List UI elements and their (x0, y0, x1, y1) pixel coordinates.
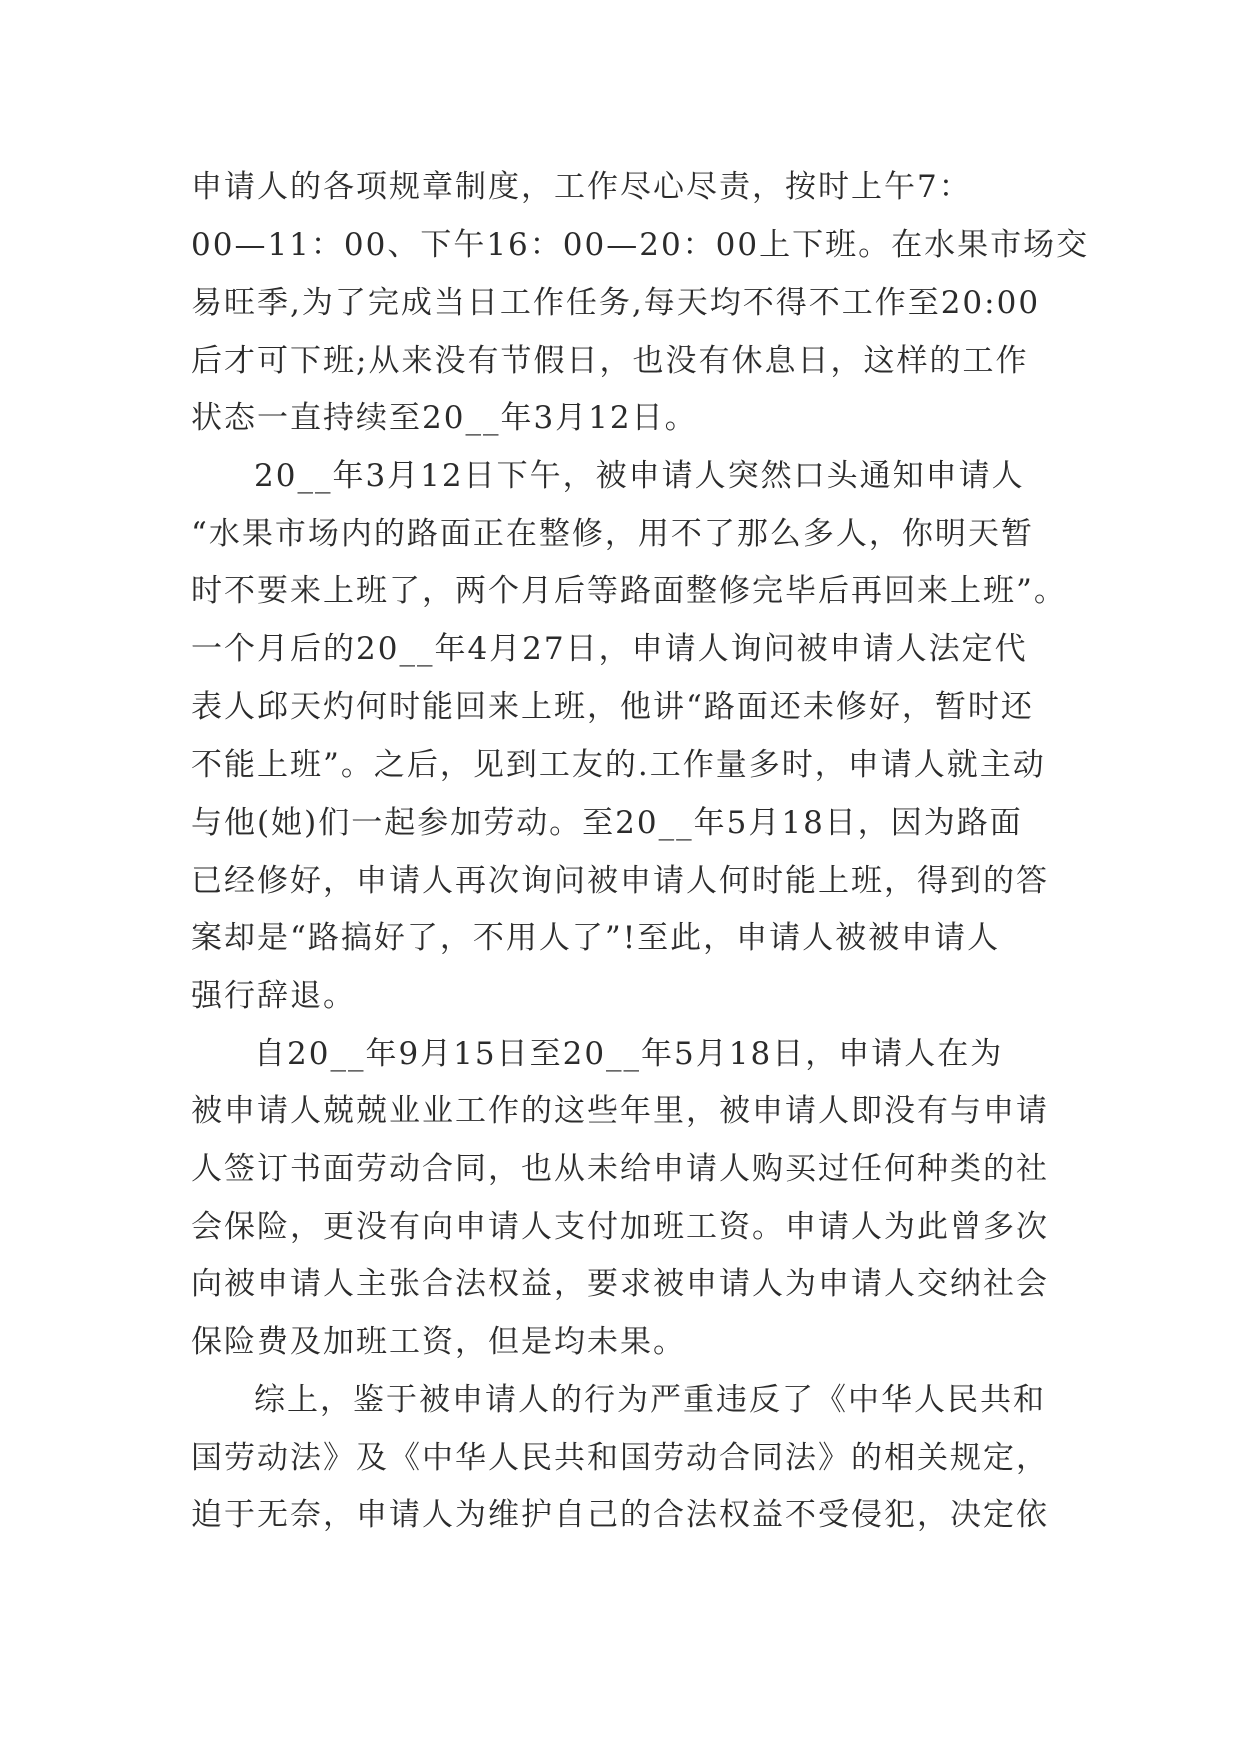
text-line: 已经修好，申请人再次询问被申请人何时能上班，得到的答 (191, 863, 1049, 899)
text-line: 国劳动法》及《中华人民共和国劳动合同法》的相关规定， (191, 1440, 1049, 1476)
text-line: 时不要来上班了，两个月后等路面整修完毕后再回来上班”。 (191, 573, 1067, 609)
paragraph-start-line: 自20__年9月15日至20__年5月18日，申请人在为 (254, 1036, 1004, 1072)
text-line: 人签订书面劳动合同，也从未给申请人购买过任何种类的社 (191, 1151, 1049, 1187)
text-line: 表人邱天灼何时能回来上班，他讲“路面还未修好，暂时还 (191, 689, 1034, 725)
text-line: 会保险，更没有向申请人支付加班工资。申请人为此曾多次 (191, 1209, 1049, 1245)
text-line: 与他(她)们一起参加劳动。至20__年5月18日，因为路面 (191, 805, 1023, 841)
paragraph-start-line: 综上，鉴于被申请人的行为严重违反了《中华人民共和 (254, 1382, 1046, 1418)
text-line: 迫于无奈，申请人为维护自己的合法权益不受侵犯，决定依 (191, 1497, 1049, 1533)
text-line: 被申请人兢兢业业工作的这些年里，被申请人即没有与申请 (191, 1093, 1049, 1129)
text-line: 保险费及加班工资，但是均未果。 (191, 1324, 686, 1360)
text-line: 不能上班”。之后，见到工友的.工作量多时，申请人就主动 (191, 747, 1046, 783)
text-line: “水果市场内的路面正在整修，用不了那么多人，你明天暂 (191, 516, 1034, 552)
text-line: 强行辞退。 (191, 978, 356, 1014)
text-line: 后才可下班;从来没有节假日，也没有休息日，这样的工作 (191, 343, 1029, 379)
text-line: 状态一直持续至20__年3月12日。 (191, 400, 698, 436)
text-line: 00—11：00、下午16：00—20：00上下班。在水果市场交 (191, 227, 1090, 263)
text-line: 易旺季,为了完成当日工作任务,每天均不得不工作至20:00 (191, 285, 1041, 321)
text-line: 向被申请人主张合法权益，要求被申请人为申请人交纳社会 (191, 1266, 1049, 1302)
paragraph-start-line: 20__年3月12日下午，被申请人突然口头通知申请人 (254, 458, 1025, 494)
text-line: 一个月后的20__年4月27日，申请人询问被申请人法定代 (191, 631, 1028, 667)
text-line: 申请人的各项规章制度，工作尽心尽责，按时上午7： (191, 169, 972, 205)
text-line: 案却是“路搞好了，不用人了”!至此，申请人被被申请人 (191, 920, 1001, 956)
